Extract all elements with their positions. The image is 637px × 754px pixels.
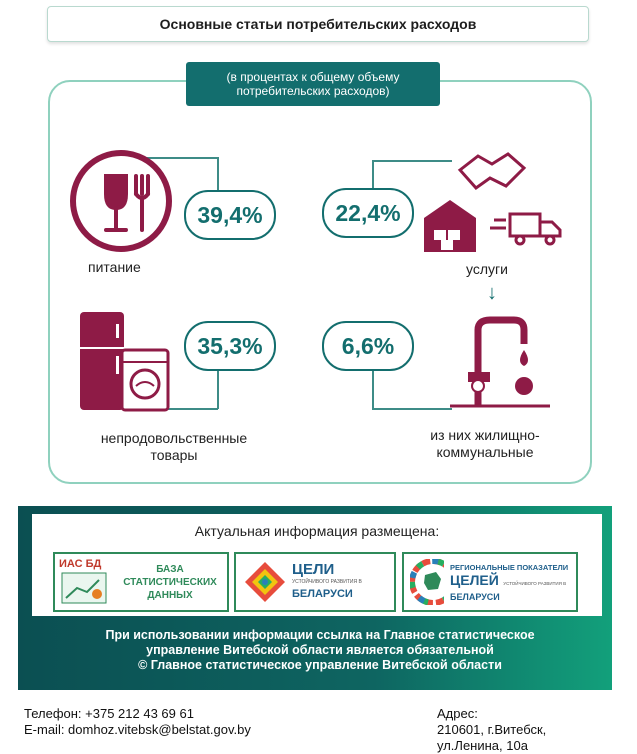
utilities-label-line2: коммунальные: [436, 444, 534, 460]
notice-line1: При использовании информации ссылка на Главное статистическое: [105, 628, 535, 642]
utilities-share-pill: 6,6%: [322, 321, 414, 371]
tableware-icon: [68, 148, 174, 254]
address-label: Адрес:: [437, 706, 478, 721]
content-frame: [48, 80, 592, 484]
faucet-icon: [450, 316, 550, 408]
arrow-down-icon: ↓: [487, 282, 497, 304]
food-share-pill: 39,4%: [184, 190, 276, 240]
logo3-small: УСТОЙЧИВОГО РАЗВИТИЯ В: [503, 580, 567, 586]
delivery-truck-icon: [490, 214, 560, 244]
notice-line2: управление Витебской области является обязательной: [146, 643, 494, 657]
logo2-line2: БЕЛАРУСИ: [292, 588, 353, 600]
services-label: услуги: [466, 261, 508, 277]
nonfood-label-line2: товары: [150, 447, 198, 463]
refrigerator-icon: [80, 312, 124, 410]
logo1-line2: СТАТИСТИЧЕСКИХ: [123, 576, 217, 588]
subtitle-banner: [186, 62, 440, 106]
nonfood-label-line1: непродовольственные: [100, 430, 248, 446]
appliances-illustration: [78, 310, 170, 412]
regional-sdg-indicators-link[interactable]: [402, 552, 578, 612]
subtitle-text: (в процентах к общему объему потребительских расходов): [226, 70, 400, 98]
address-line2: ул.Ленина, 10а: [437, 738, 528, 753]
handshake-icon: [460, 154, 524, 188]
logo3-line1: РЕГИОНАЛЬНЫЕ ПОКАЗАТЕЛИ: [450, 562, 569, 572]
sdg-wheel-icon: [410, 559, 444, 605]
logo3-line2: ЦЕЛЕЙ: [450, 571, 499, 588]
nonfood-share-pill: 35,3%: [184, 321, 276, 371]
services-share-pill: 22,4%: [322, 188, 414, 238]
connector-line: [217, 367, 219, 409]
nonfood-label: [74, 430, 274, 464]
utilities-label: [400, 427, 570, 461]
citation-notice: [60, 628, 580, 673]
chart-icon: [61, 572, 107, 604]
services-illustration: [420, 148, 570, 258]
warehouse-icon: [424, 200, 476, 252]
logo1-line1: БАЗА: [156, 563, 184, 575]
sdg-ornament-icon: [244, 561, 286, 603]
contacts-right: [437, 706, 546, 754]
phone-text: Телефон: +375 212 43 69 61: [24, 706, 194, 721]
sdg-belarus-link[interactable]: [234, 552, 396, 612]
utilities-label-line1: из них жилищно-: [430, 427, 540, 443]
ias-bd-tag: ИАС БД: [59, 558, 102, 570]
email-link[interactable]: E-mail: domhoz.vitebsk@belstat.gov.by: [24, 722, 251, 737]
connector-line: [372, 408, 452, 410]
logo2-small: УСТОЙЧИВОГО РАЗВИТИЯ В: [292, 579, 362, 585]
info-title: Актуальная информация размещена:: [194, 523, 440, 539]
washing-machine-icon: [122, 350, 168, 410]
logo2-line1: ЦЕЛИ: [292, 561, 335, 578]
logo3-line3: БЕЛАРУСИ: [450, 591, 500, 602]
address-line1: 210601, г.Витебск,: [437, 722, 547, 737]
logo1-line3: ДАННЫХ: [147, 589, 193, 601]
food-label: питание: [88, 259, 141, 275]
page-title: Основные статьи потребительских расходов: [47, 6, 589, 42]
copyright-line: © Главное статистическое управление Витебской области: [138, 658, 502, 672]
connector-line: [372, 367, 374, 409]
statistics-database-link[interactable]: [53, 552, 229, 612]
contacts-left: [24, 706, 251, 738]
